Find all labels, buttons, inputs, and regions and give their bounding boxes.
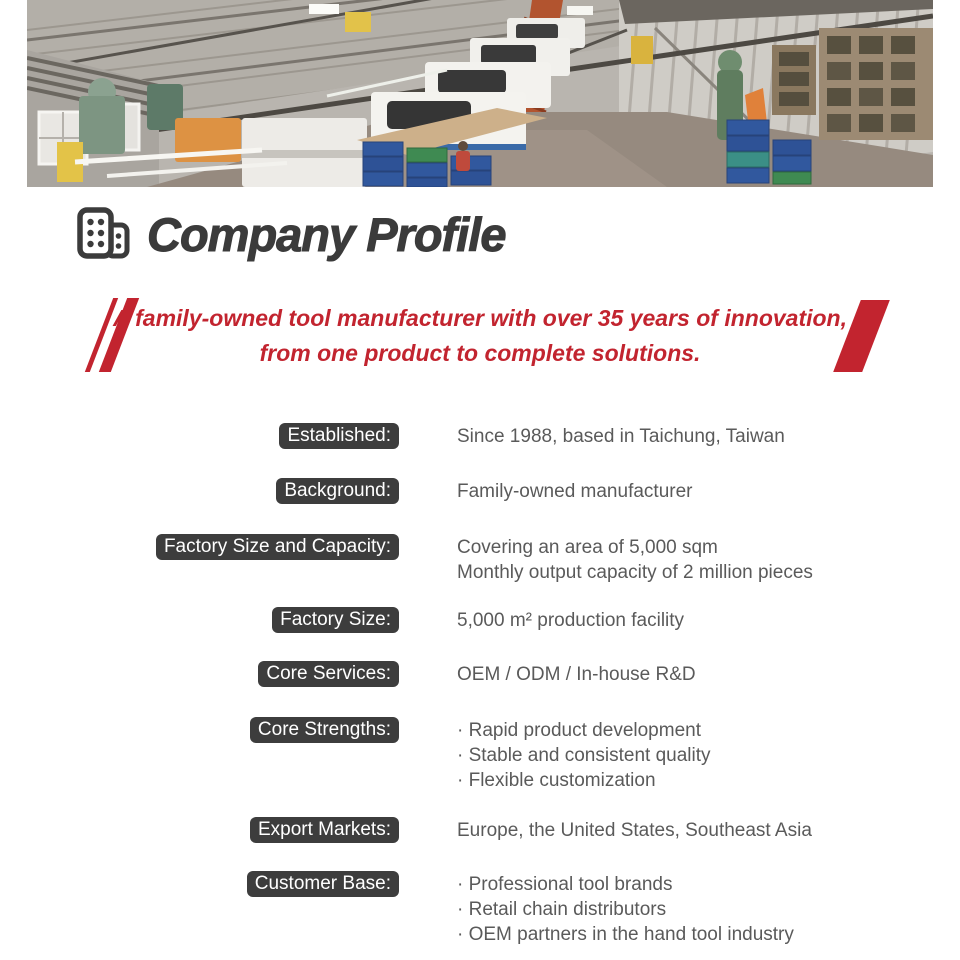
profile-value: OEM / ODM / In-house R&D: [457, 664, 696, 685]
profile-label: Customer Base:: [247, 871, 399, 897]
profile-row-factory-size: [24, 607, 960, 633]
profile-list: [0, 423, 960, 947]
tagline-banner: [0, 297, 960, 375]
profile-value: Since 1988, based in Taichung, Taiwan: [457, 426, 785, 447]
profile-label: Core Services:: [258, 661, 399, 687]
profile-value: Covering an area of 5,000 sqm: [457, 537, 718, 558]
profile-value: Europe, the United States, Southeast Asia: [457, 820, 812, 841]
profile-label: Export Markets:: [250, 817, 399, 843]
profile-row-export-markets: [24, 817, 960, 843]
profile-value: 5,000 m² production facility: [457, 610, 685, 631]
factory-photo-banner: [27, 0, 933, 187]
page-title-row: [74, 204, 960, 264]
profile-value: · Stable and consistent quality: [457, 745, 711, 766]
profile-label: Core Strengths:: [250, 717, 399, 743]
profile-row-factory-size-capacity: [24, 534, 960, 585]
profile-label: Established:: [279, 423, 399, 449]
profile-value: Family-owned manufacturer: [457, 481, 693, 502]
profile-value: Monthly output capacity of 2 million pieces: [457, 562, 813, 583]
profile-label: Factory Size and Capacity:: [156, 534, 399, 560]
profile-label: Factory Size:: [272, 607, 399, 633]
profile-value: · Professional tool brands: [457, 874, 673, 895]
factory-photo: [27, 0, 933, 187]
profile-value: · Flexible customization: [457, 770, 656, 791]
tagline-line-2: from one product to complete solutions.: [259, 340, 701, 366]
profile-row-core-strengths: [24, 717, 960, 793]
profile-value: · Retail chain distributors: [457, 899, 667, 920]
profile-row-customer-base: [24, 871, 960, 947]
profile-row-core-services: [24, 661, 960, 687]
profile-value: · Rapid product development: [457, 720, 701, 741]
buildings-icon: [74, 205, 132, 263]
tagline-line-1: A family-owned tool manufacturer with over 35 years of innovation,: [112, 305, 847, 331]
profile-row-established: [24, 423, 960, 449]
profile-value: · OEM partners in the hand tool industry: [457, 924, 794, 945]
page-title: Company Profile: [147, 207, 506, 261]
profile-row-background: [24, 478, 960, 504]
profile-label: Background:: [276, 478, 399, 504]
tagline-text: [0, 301, 960, 371]
